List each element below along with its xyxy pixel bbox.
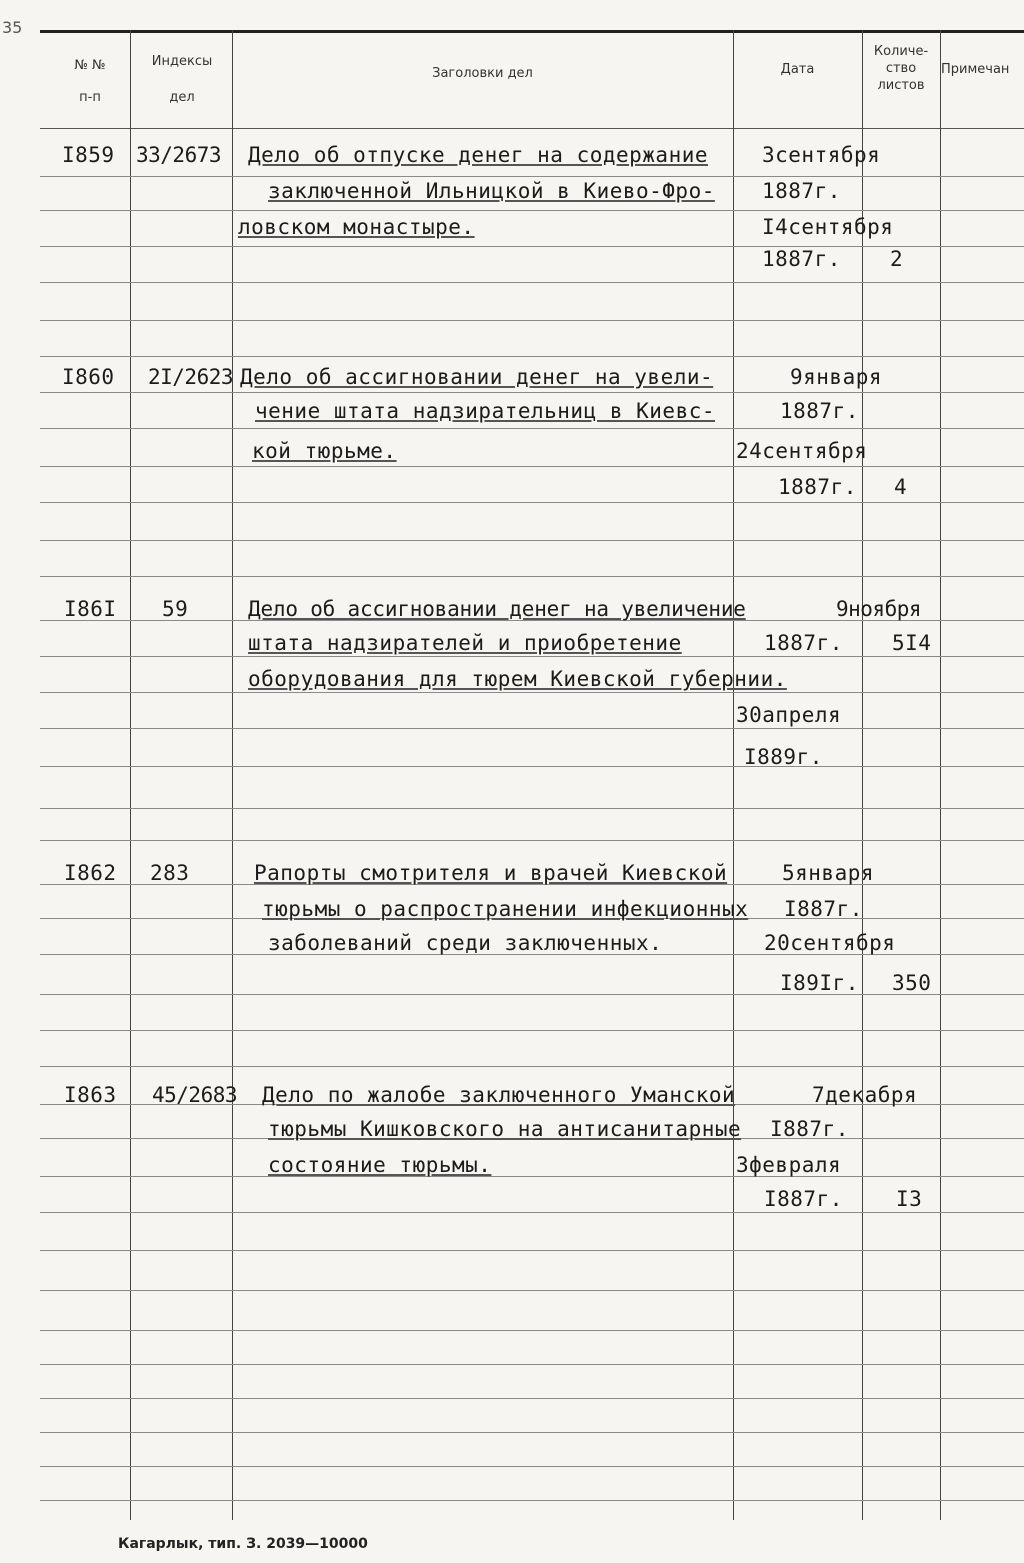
page-corner-mark: 35 xyxy=(2,18,23,37)
record-date-line: 3февраля xyxy=(736,1153,842,1177)
record-title-line: штата надзирателей и приобретение xyxy=(248,631,682,655)
ruled-line xyxy=(40,840,1024,841)
ruled-line xyxy=(40,1432,1024,1433)
record-title-line: заболеваний среди заключенных. xyxy=(268,931,663,955)
record-title-line: Дело об ассигновании денег на увели- xyxy=(240,365,714,389)
header-sheets-b: ство xyxy=(885,61,917,76)
ruled-line xyxy=(40,466,1024,467)
record-date-line: 1887г. xyxy=(778,475,857,499)
record-date-line: 1887г. xyxy=(762,247,841,271)
record-title-line: оборудования для тюрем Киевской губернии. xyxy=(248,667,787,691)
record-sheets: 4 xyxy=(894,475,908,499)
record-title-line: Рапорты смотрителя и врачей Киевской xyxy=(254,861,728,885)
record-date-line: 7декабря xyxy=(812,1083,918,1107)
ruled-line xyxy=(40,1066,1024,1067)
record-date-line: I887г. xyxy=(764,1187,843,1211)
record-date-line: I89Iг. xyxy=(780,971,859,995)
ruled-line xyxy=(40,994,1024,995)
record-sheets: I3 xyxy=(896,1187,923,1211)
record-date-line: 1887г. xyxy=(764,631,843,655)
header-title: Заголовки дел xyxy=(432,66,533,81)
printer-footer: Кагарлык, тип. З. 2039—10000 xyxy=(118,1536,368,1552)
ruled-line xyxy=(40,1364,1024,1365)
record-title-line: заключенной Ильницкой в Киево-Фро- xyxy=(268,179,715,203)
header-index-b: дел xyxy=(169,90,195,105)
ruled-line xyxy=(40,728,1024,729)
record-date-line: 30апреля xyxy=(736,703,842,727)
record-date-line: 1887г. xyxy=(762,179,841,203)
column-divider-sheets xyxy=(940,30,941,1520)
ruled-line xyxy=(40,1466,1024,1467)
ruled-line xyxy=(40,1250,1024,1251)
record-index: 2I/2623 xyxy=(148,365,234,389)
record-index: 59 xyxy=(162,597,189,621)
header-number-b: п-п xyxy=(79,90,101,105)
record-date-line: I887г. xyxy=(784,897,863,921)
record-number: I859 xyxy=(62,143,115,167)
ruled-line xyxy=(40,210,1024,211)
record-title-line: чение штата надзирательниц в Киевс- xyxy=(255,399,716,423)
record-date-line: 9ноября xyxy=(836,597,922,621)
record-index: 283 xyxy=(150,861,190,885)
ruled-line xyxy=(40,808,1024,809)
record-title-line: кой тюрьме. xyxy=(252,439,397,463)
column-divider-title xyxy=(733,30,734,1520)
header-sheets-c: листов xyxy=(877,78,925,93)
ruled-line xyxy=(40,1330,1024,1331)
header-bottom-rule xyxy=(40,128,1024,129)
ruled-line xyxy=(40,1500,1024,1501)
record-date-line: 5января xyxy=(782,861,875,885)
column-divider-index xyxy=(232,30,233,1520)
record-date-line: 1887г. xyxy=(780,399,859,423)
record-date-line: I4сентября xyxy=(762,215,894,239)
record-title-line: тюрьмы о распространении инфекционных xyxy=(262,897,749,921)
record-title-line: Дело об ассигновании денег на увеличение xyxy=(248,597,746,621)
record-date-line: 9января xyxy=(790,365,883,389)
record-date-line: I887г. xyxy=(770,1117,849,1141)
record-sheets: 5I4 xyxy=(892,631,932,655)
record-date-line: 3сентября xyxy=(762,143,881,167)
ruled-line xyxy=(40,392,1024,393)
ruled-line xyxy=(40,1290,1024,1291)
record-title-line: Дело об отпуске денег на содержание xyxy=(248,143,709,167)
record-index: 33/2673 xyxy=(136,143,222,167)
ruled-line xyxy=(40,540,1024,541)
record-title-line: ловском монастыре. xyxy=(238,215,475,239)
record-date-line: I889г. xyxy=(744,745,823,769)
ruled-line xyxy=(40,246,1024,247)
ruled-line xyxy=(40,1398,1024,1399)
record-number: I862 xyxy=(64,861,117,885)
column-divider-number xyxy=(130,30,131,1520)
record-index: 45/2683 xyxy=(152,1083,238,1107)
ruled-line xyxy=(40,1176,1024,1177)
record-date-line: 24сентября xyxy=(736,439,868,463)
ruled-line xyxy=(40,428,1024,429)
ruled-line xyxy=(40,1212,1024,1213)
header-sheets-a: Количе- xyxy=(873,44,929,59)
record-title-line: состояние тюрьмы. xyxy=(268,1153,492,1177)
record-title-line: Дело по жалобе заключенного Уманской xyxy=(262,1083,736,1107)
header-number-a: № № xyxy=(74,58,106,73)
header-top-rule xyxy=(40,30,1024,33)
record-number: I863 xyxy=(64,1083,117,1107)
ruled-line xyxy=(40,282,1024,283)
header-date: Дата xyxy=(780,62,815,77)
column-divider-date xyxy=(862,30,863,1520)
ruled-line xyxy=(40,1030,1024,1031)
header-notes: Примечан xyxy=(941,62,1010,77)
record-sheets: 350 xyxy=(892,971,932,995)
ruled-line xyxy=(40,356,1024,357)
record-title-line: тюрьмы Кишковского на антисанитарные xyxy=(268,1117,742,1141)
ruled-line xyxy=(40,576,1024,577)
ruled-line xyxy=(40,320,1024,321)
ruled-line xyxy=(40,766,1024,767)
ruled-line xyxy=(40,502,1024,503)
header-index-a: Индексы xyxy=(151,54,213,69)
record-date-line: 20сентября xyxy=(764,931,896,955)
record-sheets: 2 xyxy=(890,247,904,271)
record-number: I860 xyxy=(62,365,115,389)
record-number: I86I xyxy=(64,597,117,621)
